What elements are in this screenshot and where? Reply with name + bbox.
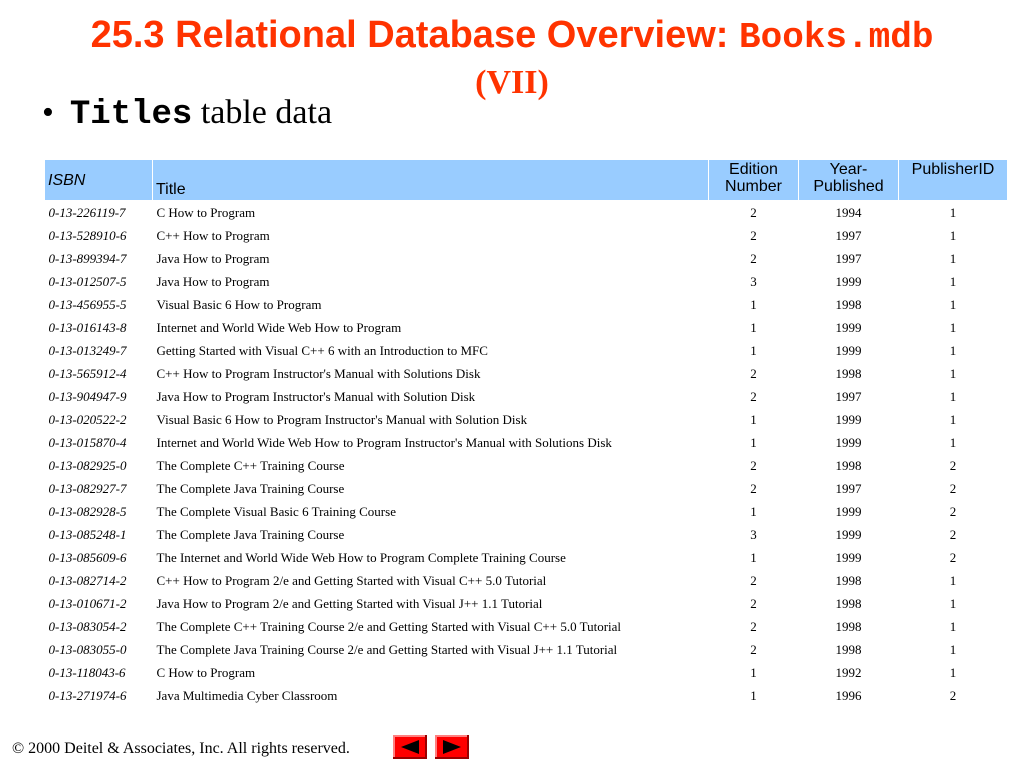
cell-year: 1997 (835, 480, 862, 496)
cell-publisher: 1 (949, 296, 957, 312)
table-row (45, 546, 1008, 569)
cell-year: 1997 (835, 388, 862, 404)
cell-edition: 2 (750, 618, 757, 634)
table-row (45, 500, 1008, 523)
cell-year: 1998 (835, 618, 862, 634)
header-year (799, 160, 899, 201)
cell-title: Java How to Program 2/e and Getting Started with Visual J++ 1.1 Tutorial (156, 595, 543, 611)
cell-year: 1998 (835, 641, 862, 657)
cell-title: The Complete C++ Training Course 2/e and Getting Started with Visual C++ 5.0 Tutorial (156, 618, 622, 634)
cell-isbn: 0-13-010671-2 (48, 595, 127, 611)
cell-edition: 2 (750, 595, 757, 611)
table-row (45, 224, 1008, 247)
table-row (45, 247, 1008, 270)
cell-publisher: 2 (949, 503, 957, 519)
slide-title-main: 25.3 Relational Database Overview: (90, 14, 739, 56)
header-title: Title (153, 160, 709, 201)
cell-edition: 2 (750, 365, 757, 381)
cell-year: 1999 (835, 503, 862, 519)
cell-title: The Internet and World Wide Web How to Program Complete Training Course (156, 549, 566, 565)
cell-edition: 1 (750, 687, 757, 703)
cell-title: Getting Started with Visual C++ 6 with an Introduction to MFC (156, 342, 488, 358)
slide-title-code: Books.mdb (738, 17, 934, 58)
cell-title: Internet and World Wide Web How to Program Instructor's Manual with Solutions Disk (156, 434, 612, 450)
cell-isbn: 0-13-899394-7 (48, 250, 127, 266)
next-slide-button[interactable] (435, 735, 469, 759)
bullet-dot-icon: • (42, 94, 54, 131)
cell-isbn: 0-13-082714-2 (48, 572, 127, 588)
cell-isbn: 0-13-565912-4 (48, 365, 127, 381)
cell-year: 1998 (835, 296, 862, 312)
table-row (45, 638, 1008, 661)
cell-isbn: 0-13-083054-2 (48, 618, 127, 634)
header-edition-line1: Edition (729, 161, 778, 178)
cell-publisher: 2 (949, 480, 957, 496)
table-row (45, 592, 1008, 615)
cell-edition: 2 (750, 480, 757, 496)
cell-isbn: 0-13-528910-6 (48, 227, 127, 243)
header-edition (709, 160, 799, 201)
cell-edition: 2 (750, 572, 757, 588)
cell-isbn: 0-13-013249-7 (48, 342, 127, 358)
cell-title: Visual Basic 6 How to Program Instructor's Manual with Solution Disk (156, 411, 528, 427)
cell-year: 1999 (835, 319, 862, 335)
slide-navigation (393, 735, 469, 759)
table-row (45, 454, 1008, 477)
cell-publisher: 2 (949, 457, 957, 473)
cell-edition: 1 (750, 503, 757, 519)
table-row (45, 385, 1008, 408)
table-row (45, 569, 1008, 592)
table-row (45, 661, 1008, 684)
cell-year: 1999 (835, 434, 862, 450)
cell-year: 1999 (835, 273, 862, 289)
cell-edition: 1 (750, 411, 757, 427)
cell-edition: 1 (750, 549, 757, 565)
header-publisher: PublisherID (899, 160, 1008, 201)
cell-publisher: 1 (949, 250, 957, 266)
cell-publisher: 1 (949, 204, 957, 220)
cell-publisher: 1 (949, 273, 957, 289)
cell-publisher: 1 (949, 319, 957, 335)
cell-year: 1996 (835, 687, 862, 703)
cell-year: 1999 (835, 549, 862, 565)
bullet-code: Titles (69, 96, 193, 134)
cell-edition: 2 (750, 641, 757, 657)
cell-edition: 3 (750, 526, 757, 542)
cell-publisher: 1 (949, 434, 957, 450)
triangle-right-icon (441, 739, 463, 755)
cell-publisher: 1 (949, 227, 957, 243)
cell-year: 1998 (835, 457, 862, 473)
cell-publisher: 2 (949, 687, 957, 703)
cell-edition: 2 (750, 457, 757, 473)
cell-isbn: 0-13-456955-5 (48, 296, 127, 312)
cell-edition: 2 (750, 204, 757, 220)
cell-year: 1997 (835, 227, 862, 243)
table-row (45, 270, 1008, 293)
cell-year: 1992 (835, 664, 862, 680)
cell-title: Visual Basic 6 How to Program (156, 296, 322, 312)
cell-isbn: 0-13-012507-5 (48, 273, 127, 289)
cell-title: The Complete Java Training Course (156, 480, 345, 496)
table-row (45, 431, 1008, 454)
cell-publisher: 1 (949, 342, 957, 358)
cell-year: 1999 (835, 411, 862, 427)
cell-publisher: 2 (949, 526, 957, 542)
table-row (45, 316, 1008, 339)
cell-publisher: 2 (949, 549, 957, 565)
cell-isbn: 0-13-271974-6 (48, 687, 127, 703)
header-year-line1: Year- (829, 161, 868, 178)
triangle-left-icon (399, 739, 421, 755)
cell-edition: 1 (750, 342, 757, 358)
cell-title: The Complete Java Training Course (156, 526, 345, 542)
table-row (45, 523, 1008, 546)
cell-edition: 1 (750, 664, 757, 680)
cell-year: 1999 (835, 526, 862, 542)
cell-isbn: 0-13-083055-0 (48, 641, 127, 657)
cell-edition: 1 (750, 296, 757, 312)
header-isbn: ISBN (45, 160, 153, 201)
cell-edition: 3 (750, 273, 757, 289)
titles-table (44, 159, 1008, 707)
bullet-text: table data (192, 94, 333, 131)
table-row (45, 201, 1008, 225)
header-edition-line2: Number (725, 178, 782, 195)
cell-title: Java How to Program (156, 273, 270, 289)
copyright-footer: © 2000 Deitel & Associates, Inc. All rights reserved. (12, 740, 350, 757)
cell-year: 1999 (835, 342, 862, 358)
cell-year: 1994 (835, 204, 862, 220)
cell-title: The Complete C++ Training Course (156, 457, 345, 473)
cell-publisher: 1 (949, 411, 957, 427)
cell-publisher: 1 (949, 664, 957, 680)
cell-isbn: 0-13-226119-7 (48, 204, 126, 220)
cell-title: The Complete Java Training Course 2/e and Getting Started with Visual J++ 1.1 Tutorial (156, 641, 618, 657)
cell-isbn: 0-13-085248-1 (48, 526, 127, 542)
prev-slide-button[interactable] (393, 735, 427, 759)
cell-edition: 2 (750, 250, 757, 266)
cell-title: Internet and World Wide Web How to Program (156, 319, 402, 335)
cell-isbn: 0-13-015870-4 (48, 434, 127, 450)
cell-isbn: 0-13-904947-9 (48, 388, 127, 404)
table-row (45, 477, 1008, 500)
cell-isbn: 0-13-082925-0 (48, 457, 127, 473)
bullet-item (42, 94, 332, 134)
cell-publisher: 1 (949, 365, 957, 381)
table-header-row (45, 160, 1008, 201)
cell-isbn: 0-13-020522-2 (48, 411, 127, 427)
cell-edition: 1 (750, 434, 757, 450)
table-row (45, 362, 1008, 385)
slide-title-suffix: (VII) (475, 64, 549, 101)
cell-title: Java How to Program Instructor's Manual with Solution Disk (156, 388, 476, 404)
cell-edition: 2 (750, 388, 757, 404)
cell-publisher: 1 (949, 618, 957, 634)
cell-isbn: 0-13-118043-6 (48, 664, 126, 680)
cell-title: Java Multimedia Cyber Classroom (156, 687, 338, 703)
cell-title: C++ How to Program Instructor's Manual with Solutions Disk (156, 365, 481, 381)
table-row (45, 408, 1008, 431)
cell-edition: 2 (750, 227, 757, 243)
cell-year: 1998 (835, 572, 862, 588)
cell-title: C++ How to Program (156, 227, 270, 243)
table-body (45, 201, 1008, 708)
cell-publisher: 1 (949, 595, 957, 611)
cell-isbn: 0-13-082928-5 (48, 503, 127, 519)
cell-publisher: 1 (949, 572, 957, 588)
cell-title: The Complete Visual Basic 6 Training Course (156, 503, 396, 519)
cell-title: C How to Program (156, 664, 256, 680)
cell-isbn: 0-13-082927-7 (48, 480, 127, 496)
titles-table-container (44, 159, 1007, 707)
table-row (45, 293, 1008, 316)
cell-title: C++ How to Program 2/e and Getting Started with Visual C++ 5.0 Tutorial (156, 572, 547, 588)
header-year-line2: Published (813, 178, 884, 195)
cell-publisher: 1 (949, 388, 957, 404)
table-row (45, 615, 1008, 638)
table-row (45, 684, 1008, 707)
cell-year: 1997 (835, 250, 862, 266)
table-row (45, 339, 1008, 362)
cell-title: Java How to Program (156, 250, 270, 266)
slide-title (0, 14, 1024, 58)
cell-year: 1998 (835, 595, 862, 611)
cell-isbn: 0-13-016143-8 (48, 319, 127, 335)
cell-title: C How to Program (156, 204, 256, 220)
cell-edition: 1 (750, 319, 757, 335)
cell-isbn: 0-13-085609-6 (48, 549, 127, 565)
cell-publisher: 1 (949, 641, 957, 657)
cell-year: 1998 (835, 365, 862, 381)
